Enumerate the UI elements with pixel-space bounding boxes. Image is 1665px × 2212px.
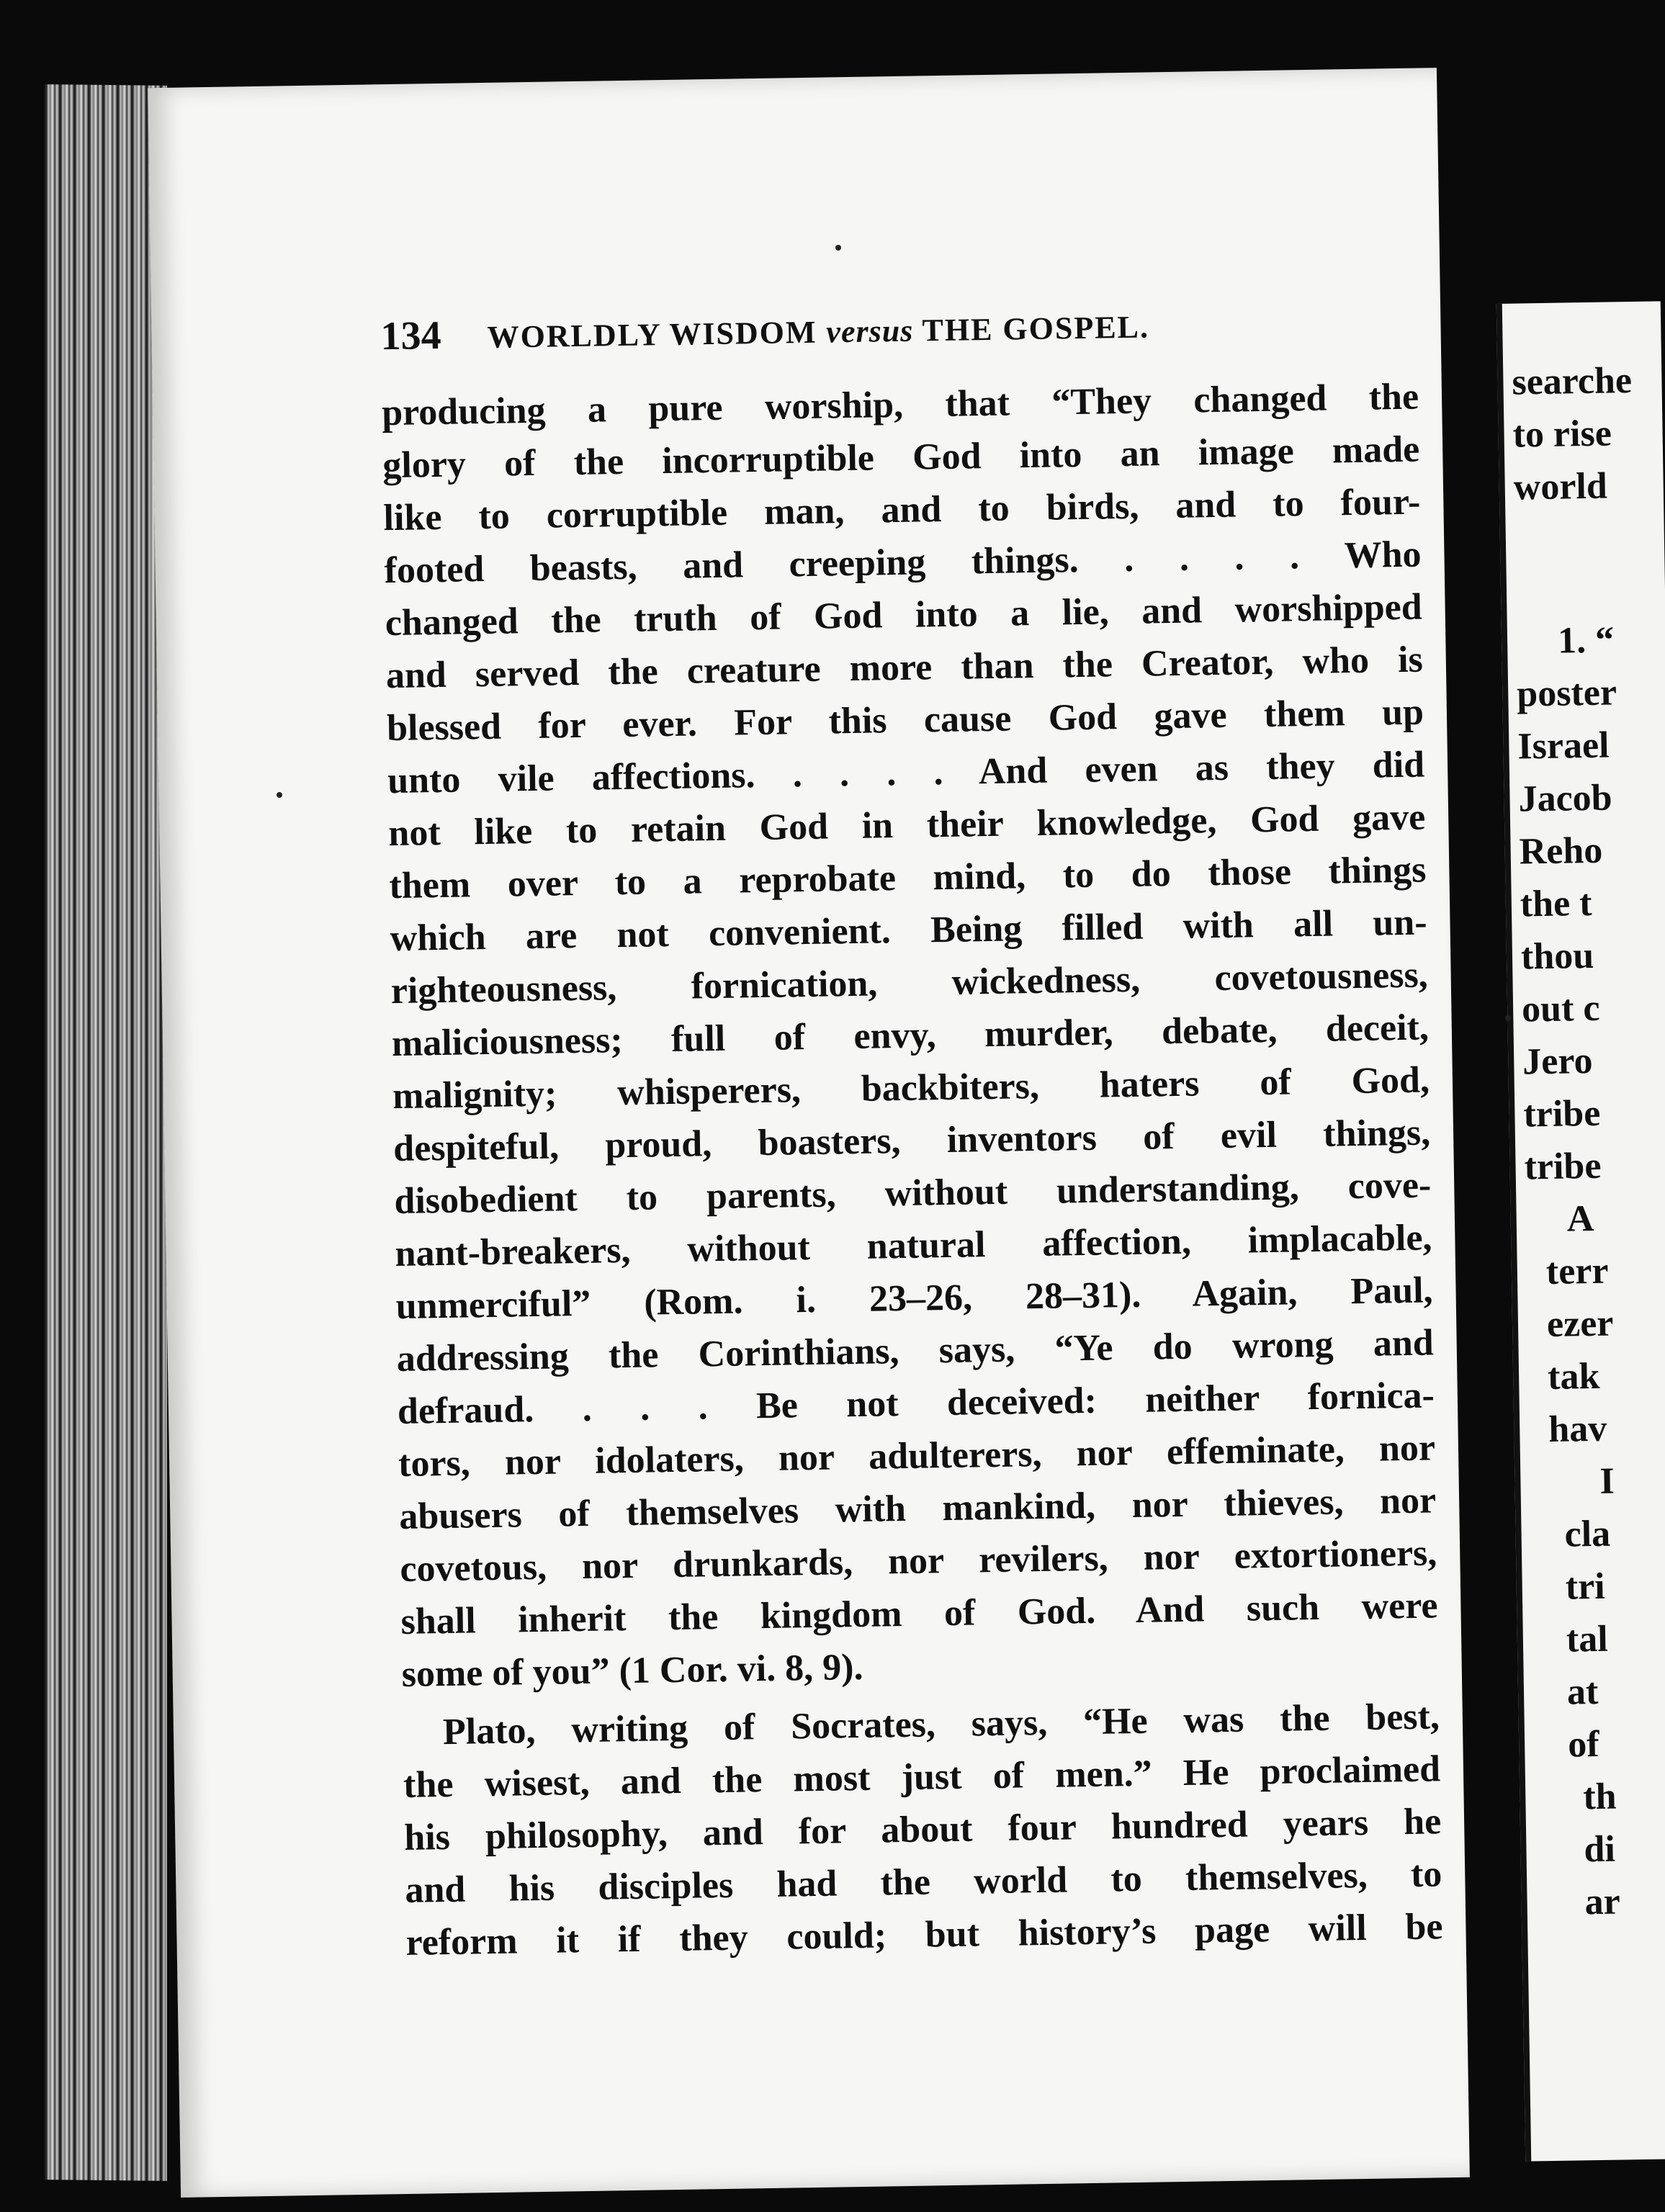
right-page-text: 1. “ xyxy=(1557,619,1615,662)
text-line: not like to retain God in their knowledge, God gave xyxy=(387,796,1426,855)
right-page-text: the t xyxy=(1520,882,1592,925)
text-line: and served the creature more than the Creator, who is xyxy=(385,639,1424,697)
text-line: tors, nor idolaters, nor adulterers, nor effeminate, nor xyxy=(398,1427,1436,1485)
right-page-text: A xyxy=(1566,1197,1594,1240)
scan-speck xyxy=(277,792,282,798)
right-page-text: hav xyxy=(1548,1408,1607,1450)
text-line: abusers of themselves with mankind, nor thieves, nor xyxy=(398,1480,1437,1537)
right-page-text: Reho xyxy=(1519,830,1603,873)
right-page-text: world xyxy=(1513,465,1608,508)
right-page-text: out c xyxy=(1521,987,1600,1030)
text-line: unto vile affections. . . . . And even as they did xyxy=(387,744,1425,802)
text-line: reform it if they could; but history’s page will be xyxy=(405,1906,1443,1964)
text-line: blessed for ever. For this cause God gave them up xyxy=(386,691,1424,750)
right-page-text: Jero xyxy=(1522,1040,1593,1083)
text-line: disobedient to parents, without understanding, cove- xyxy=(393,1164,1432,1223)
running-head-italic: versus xyxy=(826,313,914,350)
text-line: some of you” (1 Cor. vi. 8, 9). xyxy=(401,1646,863,1695)
scan-speck xyxy=(835,245,841,251)
right-page-text: searche xyxy=(1512,360,1633,403)
page-header xyxy=(380,301,1149,359)
text-line: covetous, nor drunkards, nor revilers, nor extortioners, xyxy=(400,1532,1437,1590)
right-page-text: Jacob xyxy=(1518,777,1612,820)
right-page-text: of xyxy=(1567,1723,1599,1766)
text-line: changed the truth of God into a lie, and worshipped xyxy=(385,586,1423,644)
right-page-text: tribe xyxy=(1522,1092,1601,1136)
page-body xyxy=(382,371,1443,1969)
right-page-text: tak xyxy=(1547,1355,1600,1398)
right-page-text: th xyxy=(1582,1776,1617,1818)
right-page-fragment xyxy=(1496,301,1665,2161)
right-page-text: terr xyxy=(1545,1250,1609,1293)
right-page-text: tribe xyxy=(1524,1145,1602,1188)
text-line: glory of the incorruptible God into an image made xyxy=(382,428,1420,487)
text-line: the wisest, and the most just of men.” He proclaimed xyxy=(403,1748,1441,1806)
scan-speck xyxy=(1505,1015,1511,1021)
text-line: shall inherit the kingdom of God. And such were xyxy=(400,1585,1438,1642)
running-head-post: THE GOSPEL. xyxy=(922,309,1150,349)
text-line: nant-breakers, without natural affection, implacable, xyxy=(395,1217,1432,1275)
right-page-text: di xyxy=(1584,1828,1616,1871)
right-page-text: tal xyxy=(1566,1618,1609,1660)
left-page xyxy=(148,68,1470,2198)
running-head-pre: WORLDLY WISDOM xyxy=(487,314,817,355)
paragraph-2 xyxy=(402,1690,1443,1969)
text-line: producing a pure worship, that “They changed the xyxy=(381,376,1419,434)
right-page-text: ar xyxy=(1584,1881,1621,1923)
text-line: righteousness, fornication, wickedness, covetousness, xyxy=(390,954,1429,1012)
right-page-text: poster xyxy=(1516,672,1617,715)
text-line: despiteful, proud, boasters, inventors of evil things, xyxy=(392,1112,1431,1170)
text-line: them over to a reprobate mind, to do those things xyxy=(389,849,1427,907)
right-page-text: I xyxy=(1599,1460,1615,1502)
text-line: his philosophy, and for about four hundred years he xyxy=(403,1801,1442,1858)
right-page-text: cla xyxy=(1564,1513,1611,1555)
text-line: which are not convenient. Being filled with all un- xyxy=(390,902,1427,960)
text-line: addressing the Corinthians, says, “Ye do wrong and xyxy=(396,1322,1435,1380)
text-line: footed beasts, and creeping things. . . . . Who xyxy=(384,534,1422,592)
page-edges-stack xyxy=(45,84,167,2181)
text-line: defraud. . . . Be not deceived: neither fornica- xyxy=(397,1375,1435,1433)
right-page-text: Israel xyxy=(1517,724,1610,768)
text-line: maliciousness; full of envy, murder, debate, deceit, xyxy=(391,1007,1430,1065)
right-page-text: at xyxy=(1566,1671,1599,1713)
paragraph-1 xyxy=(382,371,1439,1701)
page-number: 134 xyxy=(380,313,442,359)
text-line: malignity; whisperers, backbiters, haters of God, xyxy=(392,1059,1430,1118)
text-line: unmerciful” (Rom. i. 23–26, 28–31). Again, Paul, xyxy=(395,1269,1433,1328)
right-page-text: thou xyxy=(1520,935,1594,978)
right-page-text: ezer xyxy=(1546,1303,1614,1346)
right-page-text: tri xyxy=(1565,1565,1606,1608)
running-head xyxy=(487,309,1149,354)
text-line: and his disciples had the world to themselves, to xyxy=(405,1853,1442,1911)
right-page-text: to rise xyxy=(1512,413,1612,456)
text-line: like to corruptible man, and to birds, and to four- xyxy=(383,481,1421,539)
text-line: Plato, writing of Socrates, says, “He was the best, xyxy=(442,1696,1440,1753)
